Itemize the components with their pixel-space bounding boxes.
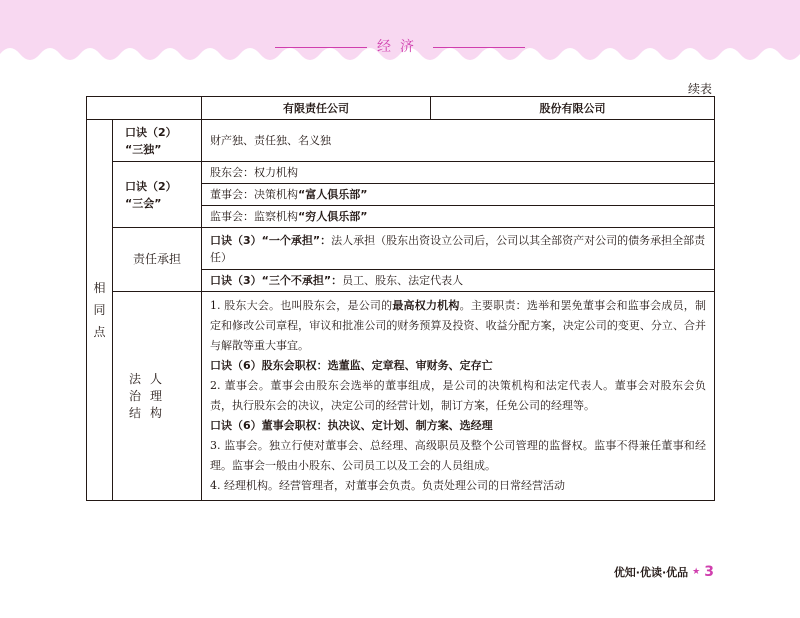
governance-mnemonic-shareholders: 口诀（6）股东会职权：选董监、定章程、审财务、定存亡: [210, 359, 493, 372]
star-icon: ★: [692, 567, 701, 577]
liability-three-non-bearers: 口诀（3）“三个不承担”：员工、股东、法定代表人: [202, 270, 715, 292]
governance-para-manager: 4. 经理机构。经营管理者，对董事会负责。负责处理公司的日常经营活动: [210, 479, 565, 492]
governance-para-shareholders: 1. 股东大会。也叫股东会，是公司的最高权力机构。主要职责：选举和罢免董事会和监事会成员，制定和修改公司章程，审议和批准公司的财务预算及投资、收益分配方案，决定公司的变更、分立、合并与解散等重大事宜。: [210, 299, 707, 352]
board-item-supervisors: 监事会：监察机构“穷人俱乐部”: [202, 206, 715, 228]
table-row-liability: [87, 228, 715, 270]
page-number: 3: [704, 564, 714, 580]
col-header-joint-stock: 股份有限公司: [431, 97, 715, 120]
liability-one-bearer: 口诀（3）“一个承担”：法人承担（股东出资设立公司后，公司以其全部资产对公司的债务承担全部责任）: [202, 228, 715, 270]
governance-para-board: 2. 董事会。董事会由股东会选举的董事组成，是公司的决策机构和法定代表人。董事会对股东会负责，执行股东会的决议，决定公司的经营计划，制订方案，任免公司的经理等。: [210, 379, 706, 412]
governance-para-supervisors: 3. 监事会。独立行使对董事会、总经理、高级职员及整个公司管理的监督权。监事不得兼任董事和经理。监事会一般由小股东、公司员工以及工会的人员组成。: [210, 439, 706, 472]
row-label-mnemonic-1: 口诀（2） “三独”: [113, 120, 202, 162]
row-label-governance: 法人治理结构: [113, 292, 202, 501]
governance-mnemonic-board: 口诀（6）董事会职权：执决议、定计划、制方案、选经理: [210, 419, 493, 432]
col-header-llc: 有限责任公司: [202, 97, 431, 120]
table-row-three-independence: [87, 120, 715, 162]
side-label-similarities: 相 同 点: [87, 120, 113, 501]
board-item-directors: 董事会：决策机构“富人俱乐部”: [202, 184, 715, 206]
row-content-three-independence: 财产独、责任独、名义独: [202, 120, 715, 162]
page-footer: [614, 564, 714, 580]
board-item-shareholders: 股东会：权力机构: [202, 162, 715, 184]
footer-slogan: 优知·优读·优品: [613, 566, 689, 579]
header-blank-cell: [87, 97, 202, 120]
table-header-row: [87, 97, 715, 120]
row-label-liability: 责任承担: [113, 228, 202, 292]
section-title: 经济: [377, 39, 423, 55]
table-row-governance: [87, 292, 715, 501]
governance-content: [202, 292, 715, 501]
table-row-three-boards: [87, 162, 715, 184]
continued-label: 续表: [687, 82, 712, 96]
row-label-mnemonic-2: 口诀（2） “三会”: [113, 162, 202, 228]
comparison-table: [86, 96, 715, 501]
